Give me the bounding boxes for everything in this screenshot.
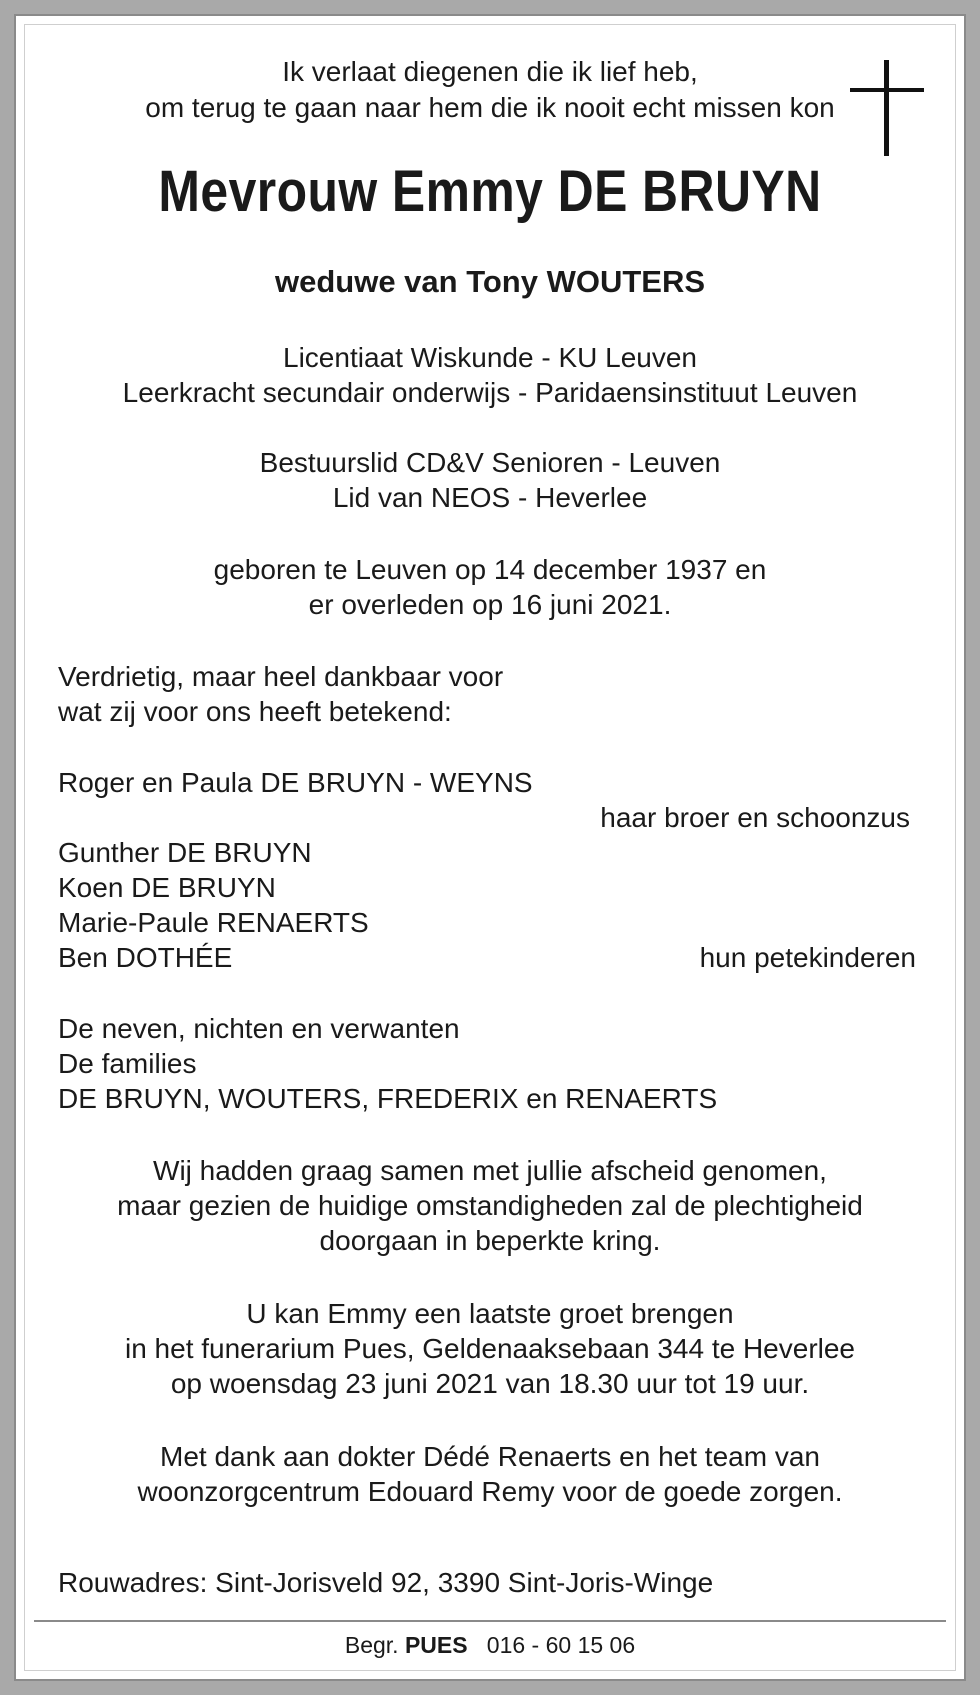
funeral-director-footer [40, 1630, 940, 1660]
thanks-line-1: Met dank aan dokter Dédé Renaerts en het team van [160, 1441, 820, 1472]
ceremony-line-2: maar gezien de huidige omstandigheden zal de plechtigheid [117, 1190, 863, 1221]
footer-company: PUES [404, 1632, 468, 1658]
visitation-line-2: in het funerarium Pues, Geldenaaksebaan 344 te Heverlee [124, 1333, 856, 1364]
ceremony-line-3: doorgaan in beperkte kring. [319, 1225, 661, 1256]
godchild-4: Ben DOTHÉE [58, 942, 233, 973]
visitation-line-1: U kan Emmy een laatste groet brengen [246, 1298, 734, 1329]
deceased-name: Mevrouw Emmy DE BRUYN [158, 159, 822, 224]
thanks-line-2: woonzorgcentrum Edouard Remy voor de goede zorgen. [137, 1476, 843, 1507]
ceremony-line-1: Wij hadden graag samen met jullie afscheid genomen, [153, 1155, 827, 1186]
dates-line-1: geboren te Leuven op 14 december 1937 en [213, 554, 767, 585]
membership-line-1: Bestuurslid CD&V Senioren - Leuven [259, 447, 721, 478]
motto [40, 54, 940, 126]
intro-line-1: Verdrietig, maar heel dankbaar voor [58, 661, 504, 692]
visitation-line-3: op woensdag 23 juni 2021 van 18.30 uur tot 19 uur. [170, 1368, 810, 1399]
godchild-2: Koen DE BRUYN [58, 872, 276, 903]
career-line-2: Leerkracht secundair onderwijs - Paridaensinstituut Leuven [122, 377, 858, 408]
godchildren-role: hun petekinderen [699, 942, 916, 973]
footer-prefix: Begr. [344, 1632, 399, 1658]
relatives: De neven, nichten en verwanten [58, 1013, 460, 1044]
membership-line-2: Lid van NEOS - Heverlee [332, 482, 648, 513]
career-line-1: Licentiaat Wiskunde - KU Leuven [283, 342, 697, 373]
deceased-relation: weduwe van Tony WOUTERS [274, 264, 706, 299]
footer-divider [34, 1620, 946, 1622]
dates-line-2: er overleden op 16 juni 2021. [308, 589, 672, 620]
godchild-1: Gunther DE BRUYN [58, 837, 312, 868]
families-label: De families [58, 1048, 197, 1079]
sibling-names: Roger en Paula DE BRUYN - WEYNS [58, 767, 533, 798]
sibling-role: haar broer en schoonzus [600, 802, 910, 833]
motto-line-1: Ik verlaat diegenen die ik lief heb, [282, 56, 698, 87]
families-names: DE BRUYN, WOUTERS, FREDERIX en RENAERTS [58, 1083, 718, 1114]
intro-line-2: wat zij voor ons heeft betekend: [58, 696, 452, 727]
mourning-address: Rouwadres: Sint-Jorisveld 92, 3390 Sint-Joris-Winge [58, 1567, 714, 1598]
godchild-3: Marie-Paule RENAERTS [58, 907, 369, 938]
footer-phone: 016 - 60 15 06 [486, 1632, 636, 1658]
motto-line-2: om terug te gaan naar hem die ik nooit echt missen kon [145, 92, 835, 123]
